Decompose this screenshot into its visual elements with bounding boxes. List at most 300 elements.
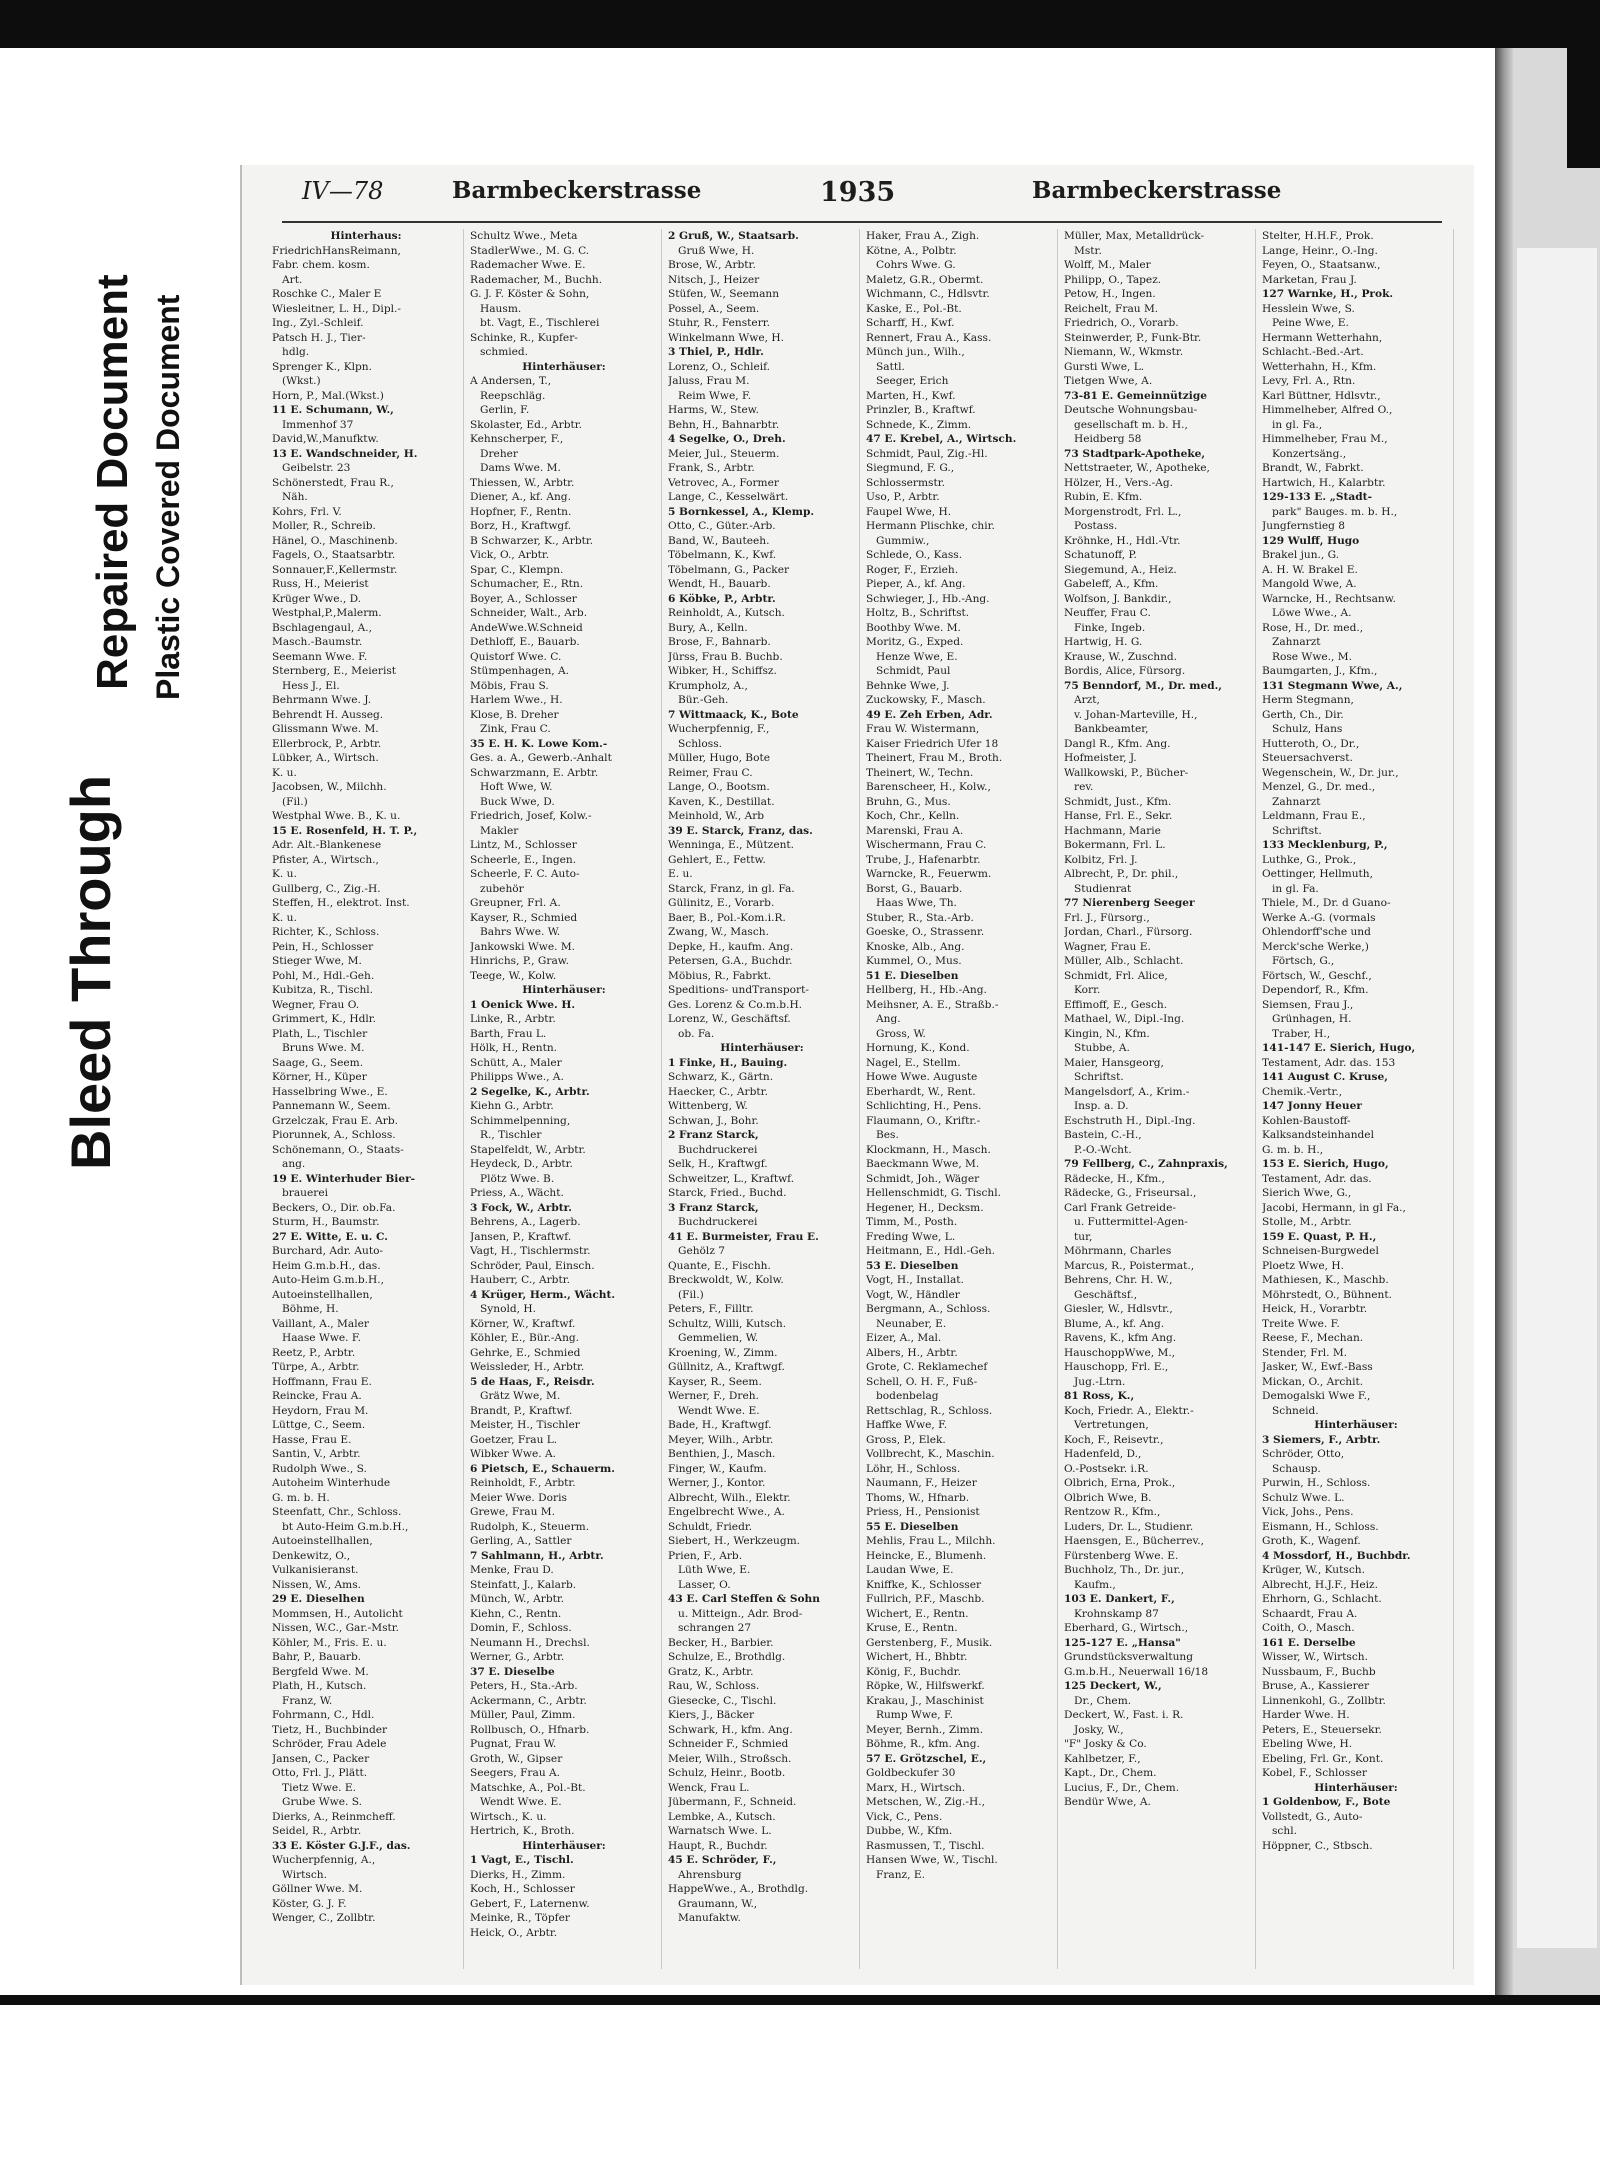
directory-entry: hdlg. (282, 346, 310, 358)
directory-entry: Hachmann, Marie (1064, 824, 1161, 837)
directory-entry: Hinterhäuser: (522, 360, 606, 373)
directory-entry: G.m.b.H., Neuerwall 16/18 (1064, 1665, 1209, 1678)
directory-entry: Hasselbring Wwe., E. (272, 1085, 388, 1098)
directory-entry: Spar, C., Klempn. (470, 563, 564, 576)
directory-entry: Schlossermstr. (866, 476, 945, 489)
directory-entry: Türpe, A., Arbtr. (272, 1361, 360, 1373)
plastic-covered-label: Plastic Covered Document (150, 294, 186, 700)
directory-entry: Himmelheber, Alfred O., (1262, 404, 1393, 416)
directory-entry: Maier, Hansgeorg, (1064, 1056, 1164, 1069)
directory-entry: Schröder, Frau Adele (272, 1738, 387, 1750)
directory-entry: Postass. (1074, 520, 1118, 532)
directory-entry: Rudolph, K., Steuerm. (470, 1520, 590, 1533)
directory-entry: Bankbeamter, (1074, 723, 1149, 735)
directory-entry: Gerlin, F. (480, 404, 530, 416)
directory-entry: Starck, Fried., Buchd. (668, 1187, 787, 1199)
directory-entry: Gebert, F., Laternenw. (470, 1897, 590, 1910)
directory-entry: Hölk, H., Rentn. (470, 1042, 558, 1054)
directory-entry: Koch, Friedr. A., Elektr.- (1064, 1404, 1194, 1417)
directory-entry: Meihsner, A. E., Straßb.- (866, 998, 999, 1011)
directory-entry: Grundstücksverwaltung (1064, 1651, 1194, 1663)
directory-entry: Stüfen, W., Seemann (668, 288, 780, 300)
directory-entry: Skolaster, Ed., Arbtr. (470, 418, 582, 431)
directory-entry: Plath, H., Kutsch. (272, 1680, 367, 1692)
directory-entry: Hartwich, H., Kalarbtr. (1262, 476, 1386, 489)
directory-entry: 81 Ross, K., (1064, 1390, 1135, 1402)
directory-entry: Nettstraeter, W., Apotheke, (1064, 462, 1210, 474)
directory-entry: Rose Wwe., M. (1272, 650, 1352, 663)
directory-entry: König, F., Buchdr. (866, 1665, 961, 1678)
directory-entry: Kroening, W., Zimm. (668, 1346, 778, 1359)
directory-entry: Morgenstrodt, Frl. L., (1064, 505, 1182, 518)
directory-entry: Bruns Wwe. M. (282, 1042, 365, 1054)
directory-entry: Köhler, M., Fris. E. u. (272, 1636, 387, 1649)
directory-entry: Wegenschein, W., Dr. jur., (1262, 766, 1399, 779)
directory-entry: Meyer, Wilh., Arbtr. (668, 1433, 774, 1446)
directory-entry: Friedrich, O., Vorarb. (1064, 317, 1179, 329)
directory-entry: Müller, Paul, Zimm. (470, 1709, 576, 1721)
directory-entry: Eismann, H., Schloss. (1262, 1520, 1379, 1533)
directory-entry: Bury, A., Kelln. (668, 621, 748, 634)
directory-entry: Meinhold, W., Arb (668, 810, 765, 822)
directory-entry: Steinfatt, J., Kalarb. (470, 1578, 577, 1591)
directory-entry: Otto, Frl. J., Plätt. (272, 1767, 368, 1779)
directory-entry: David,W.,Manufktw. (272, 433, 379, 445)
column-separator (1255, 229, 1256, 1969)
directory-entry: Siegemund, A., Heiz. (1064, 563, 1177, 576)
directory-entry: Vick, C., Pens. (866, 1810, 943, 1823)
directory-entry: Wirtsch. (282, 1868, 327, 1881)
directory-entry: Levy, Frl. A., Rtn. (1262, 375, 1356, 387)
directory-entry: Santin, V., Arbtr. (272, 1448, 361, 1460)
directory-entry: Schausp. (1272, 1462, 1321, 1475)
directory-entry: u. Futtermittel-Agen- (1074, 1216, 1188, 1228)
directory-entry: Behn, H., Bahnarbtr. (668, 418, 780, 431)
directory-entry: Steuersachverst. (1262, 752, 1353, 764)
directory-entry: Thoms, W., Hfnarb. (866, 1491, 970, 1504)
directory-entry: Westphal,P.,Malerm. (272, 607, 382, 619)
directory-entry: 3 Thiel, P., Hdlr. (668, 346, 764, 358)
directory-entry: 15 E. Rosenfeld, H. T. P., (272, 824, 418, 837)
directory-entry: Demogalski Wwe F., (1262, 1390, 1371, 1402)
directory-entry: Pieper, A., kf. Ang. (866, 578, 966, 590)
directory-entry: 125-127 E. „Hansa" (1064, 1636, 1181, 1649)
directory-entry: Schlacht.-Bed.-Art. (1262, 346, 1364, 358)
directory-entry: Synold, H. (480, 1303, 536, 1315)
directory-entry: Carl Frank Getreide- (1064, 1201, 1176, 1214)
directory-entry: Zuckowsky, F., Masch. (866, 694, 986, 706)
directory-entry: 2 Franz Starck, (668, 1129, 759, 1141)
directory-entry: Lüth Wwe, E. (678, 1564, 751, 1576)
directory-entry: Autoeinstellhallen, (272, 1535, 373, 1547)
directory-entry: Müller, Max, Metalldrück- (1064, 230, 1205, 242)
directory-entry: Masch.-Baumstr. (272, 636, 363, 648)
directory-entry: Friedrich, Josef, Kolw.- (470, 810, 592, 822)
directory-entry: Reinholdt, A., Kutsch. (668, 607, 785, 619)
directory-entry: Deutsche Wohnungsbau- (1064, 404, 1198, 416)
directory-entry: A Andersen, T., (470, 375, 552, 387)
directory-entry: Siebert, H., Werkzeugm. (668, 1535, 801, 1547)
directory-entry: Frank, S., Arbtr. (668, 462, 755, 474)
directory-entry: Schriftst. (1074, 1071, 1124, 1083)
directory-entry: Weissleder, H., Arbtr. (470, 1361, 585, 1373)
directory-entry: Vagt, H., Tischlermstr. (470, 1245, 591, 1257)
directory-entry: Schmidt, Paul, Zig.-Hl. (866, 447, 988, 460)
directory-entry: Ebeling Wwe, H. (1262, 1738, 1353, 1750)
directory-entry: Heitmann, E., Hdl.-Geh. (866, 1245, 996, 1257)
directory-entry: Jansen, C., Packer (272, 1752, 370, 1765)
column-separator (1057, 229, 1058, 1969)
directory-entry: Marketan, Frau J. (1262, 273, 1357, 286)
directory-entry: Winkelmann Wwe, H. (668, 331, 784, 344)
directory-entry: Marten, H., Kwf. (866, 389, 956, 402)
directory-entry: Testament, Adr. das. 153 (1262, 1056, 1396, 1069)
directory-entry: Makler (480, 824, 519, 837)
directory-entry: E. u. (668, 868, 693, 880)
directory-entry: 133 Mecklenburg, P., (1262, 839, 1388, 851)
column-separator (1453, 229, 1454, 1969)
directory-entry: Plath, L., Tischler (272, 1027, 368, 1040)
directory-entry: 141-147 E. Sierich, Hugo, (1262, 1042, 1416, 1054)
directory-entry: Lorenz, O., Schleif. (668, 360, 771, 373)
directory-entry: Heim G.m.b.H., das. (272, 1259, 381, 1272)
directory-entry: Grube Wwe. S. (282, 1796, 362, 1808)
directory-entry: Gemmelien, W. (678, 1332, 759, 1344)
directory-entry: Haas Wwe, Th. (876, 897, 957, 909)
scanner-bottom-edge (0, 1995, 1600, 2005)
directory-entry: Haase Wwe. F. (282, 1332, 361, 1344)
directory-entry: Schneid. (1272, 1404, 1319, 1417)
directory-entry: Schwarzmann, E. Arbtr. (470, 766, 599, 779)
directory-entry: Ebeling, Frl. Gr., Kont. (1262, 1752, 1384, 1765)
directory-entry: Wichert, E., Rentn. (866, 1607, 969, 1620)
directory-entry: Wolff, M., Maler (1064, 259, 1151, 271)
directory-entry: K. u. (272, 911, 297, 924)
directory-entry: Kahlbetzer, F., (1064, 1752, 1141, 1765)
directory-entry: 41 E. Burmeister, Frau E. (668, 1230, 819, 1243)
directory-entry: Albrecht, Wilh., Elektr. (668, 1491, 791, 1504)
directory-entry: Pannemann W., Seem. (272, 1100, 391, 1112)
directory-entry: Kayser, R., Seem. (668, 1375, 762, 1388)
directory-entry: Sonnauer,F.,Kellermstr. (272, 563, 398, 576)
directory-entry: Ang. (876, 1013, 901, 1025)
directory-entry: Barenscheer, H., Kolw., (866, 781, 991, 793)
directory-entry: 6 Pietsch, E., Schauerm. (470, 1462, 615, 1475)
directory-entry: Depke, H., kaufm. Ang. (668, 940, 794, 953)
directory-entry: 33 E. Köster G.J.F., das. (272, 1839, 411, 1852)
directory-entry: Ploetz Wwe, H. (1262, 1259, 1344, 1272)
directory-entry: Gross, W. (876, 1027, 926, 1040)
directory-entry: Möbius, R., Fabrkt. (668, 969, 772, 982)
directory-entry: Kolbitz, Frl. J. (1064, 853, 1138, 866)
directory-entry: Seidel, R., Arbtr. (272, 1825, 362, 1837)
directory-entry: 4 Mossdorf, H., Buchbdr. (1262, 1549, 1411, 1562)
directory-entry: Warnatsch Wwe. L. (668, 1825, 772, 1837)
directory-entry: Engelbrecht Wwe., A. (668, 1506, 785, 1518)
directory-entry: Priess, A., Wächt. (470, 1187, 564, 1199)
directory-entry: 51 E. Dieselben (866, 969, 959, 982)
directory-entry: Breckwoldt, W., Kolw. (668, 1274, 784, 1286)
directory-entry: Lange, C., Kesselwärt. (668, 491, 789, 503)
directory-entry: Wisser, W., Wirtsch. (1262, 1651, 1368, 1663)
directory-entry: Bordis, Alice, Fürsorg. (1064, 665, 1186, 677)
directory-entry: Köhler, E., Bür.-Ang. (470, 1332, 580, 1344)
directory-entry: schrangen 27 (678, 1622, 752, 1634)
directory-entry: Theinert, W., Techn. (866, 766, 974, 779)
directory-entry: gesellschaft m. b. H., (1074, 418, 1188, 431)
directory-entry: Schweitzer, L., Kraftwf. (668, 1172, 795, 1185)
directory-entry: Effimoff, E., Gesch. (1064, 998, 1168, 1011)
directory-entry: Wucherpfennig, F., (668, 723, 770, 735)
directory-entry: Moritz, G., Exped. (866, 636, 964, 648)
directory-entry: Boyer, A., Schlosser (470, 592, 577, 605)
directory-entry: Töbelmann, K., Kwf. (668, 549, 777, 561)
directory-entry: Matschke, A., Pol.-Bt. (470, 1781, 586, 1794)
directory-entry: Himmelheber, Frau M., (1262, 433, 1388, 445)
directory-entry: Mangelsdorf, A., Krim.- (1064, 1085, 1190, 1098)
directory-entry: Fürstenberg Wwe. E. (1064, 1549, 1179, 1562)
directory-entry: Wendt Wwe. E. (678, 1404, 760, 1417)
directory-entry: Hermann Wetterhahn, (1262, 331, 1383, 344)
directory-entry: Kröhnke, H., Hdl.-Vtr. (1064, 534, 1181, 547)
directory-entry: Röpke, W., Hilfswerkf. (866, 1680, 985, 1692)
directory-entry: Krüger Wwe., D. (272, 592, 362, 605)
directory-entry: 129 Wulff, Hugo (1262, 534, 1360, 547)
directory-entry: Speditions- undTransport- (668, 984, 809, 996)
directory-entry: Zink, Frau C. (480, 723, 551, 735)
directory-entry: Tietgen Wwe, A. (1064, 375, 1153, 387)
directory-entry: Wenger, C., Zollbtr. (272, 1912, 376, 1924)
directory-entry: Schwark, H., kfm. Ang. (668, 1723, 793, 1736)
directory-entry: zubehör (480, 882, 524, 895)
directory-entry: Sierich Wwe, G., (1262, 1187, 1352, 1199)
directory-entry: Zwang, W., Masch. (668, 926, 769, 938)
directory-entry: 161 E. Derselbe (1262, 1636, 1356, 1649)
directory-entry: G. m. b. H., (1262, 1143, 1324, 1156)
directory-entry: Fullrich, P.F., Maschb. (866, 1593, 985, 1605)
directory-entry: Meier Wwe. Doris (470, 1491, 567, 1504)
directory-entry: Wendt, H., Bauarb. (668, 578, 771, 590)
directory-entry: Schumacher, E., Rtn. (470, 578, 584, 590)
directory-entry: Rennert, Frau A., Kass. (866, 331, 992, 344)
directory-entry: Hoffmann, Frau E. (272, 1375, 372, 1388)
directory-entry: Brakel jun., G. (1262, 549, 1340, 561)
directory-entry: Lembke, A., Kutsch. (668, 1810, 776, 1823)
street-title-left: Barmbeckerstrasse (452, 177, 702, 204)
directory-entry: Schröder, Paul, Einsch. (470, 1259, 595, 1272)
directory-entry: Albers, H., Arbtr. (866, 1346, 958, 1359)
directory-entry: Hadenfeld, D., (1064, 1448, 1142, 1460)
directory-entry: 39 E. Starck, Franz, das. (668, 824, 813, 837)
directory-entry: Hänel, O., Maschinenb. (272, 534, 398, 547)
bleed-through-label: Bleed Through (59, 774, 122, 1170)
directory-entry: Beckers, O., Dir. ob.Fa. (272, 1201, 396, 1214)
directory-entry: HappeWwe., A., Brothdlg. (668, 1883, 809, 1895)
directory-entry: Art. (282, 273, 303, 286)
directory-column-1 (272, 229, 464, 1969)
directory-entry: Schmidt, Paul (876, 665, 951, 677)
directory-entry: Faupel Wwe, H. (866, 505, 952, 518)
directory-entry: Körner, H., Küper (272, 1071, 367, 1083)
directory-entry: Wetterhahn, H., Kfm. (1262, 360, 1377, 373)
directory-entry: Schuldt, Friedr. (668, 1520, 753, 1533)
directory-entry: Klose, B. Dreher (470, 708, 559, 721)
directory-entry: Autoheim Winterhude (272, 1477, 391, 1489)
directory-entry: Purwin, H., Schloss. (1262, 1477, 1371, 1489)
directory-entry: Kiehn G., Arbtr. (470, 1100, 554, 1112)
directory-entry: Schell, O. H. F., Fuß- (866, 1375, 978, 1388)
directory-entry: Kiehn, C., Rentn. (470, 1607, 562, 1620)
directory-entry: Glissmann Wwe. M. (272, 723, 379, 735)
directory-entry: Gehölz 7 (678, 1245, 726, 1257)
directory-entry: Böhme, H. (282, 1303, 339, 1315)
directory-entry: Ges. a. A., Gewerb.-Anhalt (470, 752, 612, 764)
directory-entry: Wichert, H., Bhbtr. (866, 1651, 968, 1663)
directory-entry: Dethloff, E., Bauarb. (470, 636, 580, 648)
directory-entry: Behrmann Wwe. J. (272, 694, 372, 706)
directory-entry: Schatunoff, P. (1064, 549, 1137, 561)
directory-entry: 47 E. Krebel, A., Wirtsch. (866, 433, 1017, 445)
directory-entry: 75 Benndorf, M., Dr. med., (1064, 679, 1222, 692)
directory-entry: Krohnskamp 87 (1074, 1607, 1159, 1620)
directory-entry: Oettinger, Hellmuth, (1262, 868, 1373, 880)
directory-entry: Luders, Dr. L., Studienr. (1064, 1520, 1194, 1533)
directory-entry: Schmidt, Just., Kfm. (1064, 795, 1172, 808)
directory-entry: Schmidt, Joh., Wäger (866, 1172, 980, 1185)
directory-entry: Burchard, Adr. Auto- (272, 1245, 384, 1257)
directory-entry: StadlerWwe., M. G. C. (470, 244, 590, 257)
directory-entry: Hellberg, H., Hb.-Ang. (866, 984, 987, 996)
directory-entry: Dangl R., Kfm. Ang. (1064, 737, 1171, 750)
directory-entry: Bade, H., Kraftwgf. (668, 1419, 772, 1431)
directory-entry: 57 E. Grötzschel, E., (866, 1752, 987, 1765)
directory-entry: Hauberr, C., Arbtr. (470, 1274, 570, 1286)
directory-entry: Marenski, Frau A. (866, 824, 964, 837)
directory-entry: Vertretungen, (1074, 1419, 1149, 1431)
directory-entry: Wirtsch., K. u. (470, 1810, 547, 1823)
directory-column-2 (470, 229, 662, 1969)
directory-entry: Hausm. (480, 302, 522, 315)
directory-entry: Mickan, O., Archit. (1262, 1375, 1364, 1388)
directory-entry: Krause, W., Zuschnd. (1064, 650, 1178, 663)
directory-entry: Franz, W. (282, 1694, 333, 1707)
directory-entry: Vick, Johs., Pens. (1262, 1506, 1354, 1518)
directory-entry: Jansen, P., Kraftwf. (470, 1230, 572, 1243)
directory-entry: Hopfner, F., Rentn. (470, 505, 572, 518)
directory-entry: Eberhardt, W., Rent. (866, 1085, 976, 1098)
directory-entry: Sternberg, E., Meierist (272, 665, 397, 677)
directory-entry: Groth, K., Wagenf. (1262, 1535, 1361, 1547)
directory-entry: Wischermann, Frau C. (866, 839, 987, 851)
directory-entry: Krakau, J., Maschinist (866, 1694, 984, 1707)
directory-entry: Neunaber, E. (876, 1317, 947, 1330)
directory-entry: bodenbelag (876, 1390, 939, 1402)
directory-entry: 3 Franz Starck, (668, 1201, 759, 1214)
directory-entry: Finger, W., Kaufm. (668, 1462, 767, 1475)
street-title-right: Barmbeckerstrasse (1032, 177, 1282, 204)
directory-entry: Nussbaum, F., Buchb (1262, 1665, 1376, 1678)
directory-entry: Behrens, Chr. H. W., (1064, 1274, 1173, 1286)
directory-entry: Koch, F., Reisevtr., (1064, 1433, 1164, 1446)
directory-entry: Schröder, Otto, (1262, 1448, 1345, 1460)
directory-entry: Münch, W., Arbtr. (470, 1593, 565, 1605)
directory-entry: Gratz, K., Arbtr. (668, 1665, 754, 1678)
directory-entry: Haupt, R., Buchdr. (668, 1839, 768, 1852)
directory-entry: Gehlert, E., Fettw. (668, 853, 766, 866)
directory-entry: 3 Fock, W., Arbtr. (470, 1201, 572, 1214)
directory-entry: Geibelstr. 23 (282, 462, 351, 474)
directory-entry: 1 Finke, H., Bauing. (668, 1056, 788, 1069)
directory-column-5 (1064, 229, 1256, 1969)
directory-entry: Wendt Wwe. E. (480, 1796, 562, 1808)
directory-entry: Prinzler, B., Kraftwf. (866, 404, 976, 416)
directory-entry: Schwarz, K., Gärtn. (668, 1071, 774, 1083)
directory-entry: Mangold Wwe, A. (1262, 578, 1357, 590)
directory-entry: Giesecke, C., Tischl. (668, 1694, 777, 1707)
directory-entry: Klockmann, H., Masch. (866, 1143, 991, 1156)
directory-entry: Hinterhäuser: (522, 984, 606, 996)
directory-entry: Schulz Wwe. L. (1262, 1491, 1345, 1504)
directory-entry: Kaiser Friedrich Ufer 18 (866, 737, 999, 750)
directory-entry: B Schwarzer, K., Arbtr. (470, 534, 594, 547)
directory-entry: Kubitza, R., Tischl. (272, 984, 374, 996)
directory-entry: Priess, H., Pensionist (866, 1506, 980, 1518)
directory-entry: Stapelfeldt, W., Arbtr. (470, 1143, 586, 1156)
directory-entry: Lange, Heinr., O.-Ing. (1262, 244, 1378, 257)
directory-entry: Reepschläg. (480, 389, 546, 402)
directory-entry: A. H. W. Brakel E. (1262, 563, 1358, 576)
directory-entry: Schulz, Heinr., Bootb. (668, 1767, 786, 1779)
directory-entry: Denkewitz, O., (272, 1549, 351, 1562)
directory-entry: Reim Wwe, F. (678, 389, 752, 402)
directory-entry: 77 Nierenberg Seeger (1064, 897, 1195, 909)
directory-entry: Schloss. (678, 737, 723, 750)
directory-entry: Korr. (1074, 984, 1101, 996)
directory-entry: Behrendt H. Ausseg. (272, 708, 384, 721)
directory-entry: 6 Köbke, P., Arbtr. (668, 592, 776, 605)
directory-entry: 7 Wittmaack, K., Bote (668, 708, 799, 721)
directory-entry: Kötne, A., Polbtr. (866, 244, 957, 257)
directory-entry: Dierks, A., Reinmcheff. (272, 1810, 396, 1823)
directory-entry: Rau, W., Schloss. (668, 1680, 760, 1692)
directory-entry: Hinrichs, P., Graw. (470, 955, 569, 967)
directory-entry: Giesler, W., Hdlsvtr., (1064, 1303, 1173, 1315)
directory-entry: Jacobsen, W., Milchh. (272, 781, 387, 793)
directory-entry: Bastein, C.-H., (1064, 1129, 1142, 1141)
directory-entry: Mathiesen, K., Maschb. (1262, 1274, 1389, 1286)
directory-entry: Grzelczak, Frau E. Arb. (272, 1114, 399, 1127)
directory-entry: Heydorn, Frau M. (272, 1404, 369, 1417)
page-year: 1935 (820, 177, 896, 208)
directory-entry: Meinke, R., Töpfer (470, 1912, 570, 1924)
header-rule (282, 221, 1442, 223)
column-separator (463, 229, 464, 1969)
directory-entry: Moller, R., Schreib. (272, 520, 376, 532)
directory-entry: Pohl, M., Hdl.-Geh. (272, 969, 375, 982)
directory-entry: Buchdruckerei (678, 1216, 758, 1228)
directory-entry: Kaske, E., Pol.-Bt. (866, 302, 962, 315)
directory-entry: Gerstenberg, F., Musik. (866, 1636, 993, 1649)
directory-entry: 43 E. Carl Steffen & Sohn (668, 1593, 820, 1605)
directory-entry: Münch jun., Wilh., (866, 346, 965, 358)
directory-entry: Wibker, H., Schiffsz. (668, 665, 777, 677)
directory-entry: Frl. J., Fürsorg., (1064, 911, 1150, 924)
directory-entry: Niemann, W., Wkmstr. (1064, 346, 1184, 358)
directory-entry: rev. (1074, 781, 1094, 793)
directory-entry: Quante, E., Fischh. (668, 1259, 771, 1272)
directory-entry: 13 E. Wandschneider, H. (272, 447, 418, 460)
directory-entry: Insp. a. D. (1074, 1100, 1129, 1112)
